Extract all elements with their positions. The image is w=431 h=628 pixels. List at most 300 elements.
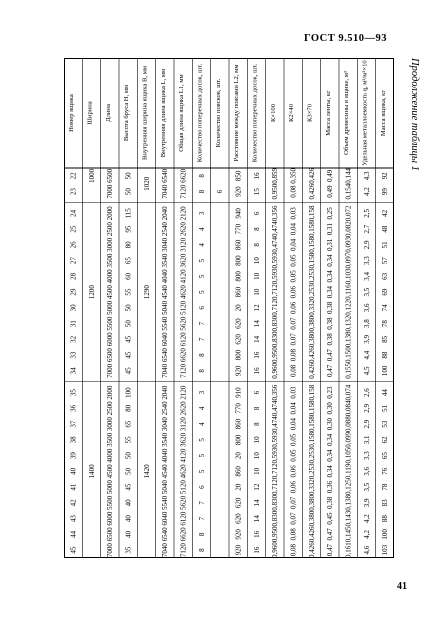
table-cell: 0,07 xyxy=(289,333,298,346)
table-cell: 0,380 xyxy=(307,510,316,527)
table-cell: 4 xyxy=(197,422,206,426)
table-cell: 2040 xyxy=(161,385,170,400)
table-cell: 12 xyxy=(252,483,261,491)
table-cell: 88 xyxy=(381,515,390,523)
table-cell: 23 xyxy=(69,188,78,196)
table-cell: 0,08 xyxy=(289,349,298,362)
table-cell: 2,6 xyxy=(362,388,371,397)
table-cell: 62 xyxy=(381,436,390,444)
table-cell: 8 xyxy=(252,406,261,411)
table-cell: 0,253 xyxy=(307,447,316,464)
table-cell: 3,4 xyxy=(362,272,371,281)
table-cell: 0,830 xyxy=(271,315,280,332)
table-cell: 0,830 xyxy=(271,510,280,527)
table-cell: 0,158 xyxy=(307,221,316,237)
table-cell: 0,23 xyxy=(326,386,335,399)
table-cell: 8 xyxy=(197,369,206,373)
table-cell: 4040 xyxy=(161,269,170,284)
table-cell: 16 xyxy=(252,546,261,554)
table-cell: 0,474 xyxy=(271,221,280,237)
table-cell: 0,144 xyxy=(344,168,353,184)
table-cell: 2,9 xyxy=(362,419,371,429)
table-cell: 0,960 xyxy=(271,542,280,558)
page-number: 41 xyxy=(397,581,407,592)
table-cell: 4 xyxy=(197,406,206,411)
table-cell: 6120 xyxy=(179,511,188,526)
table-cell: 3540 xyxy=(161,432,170,447)
table-cell: 2620 xyxy=(179,222,188,237)
table-cell: 45 xyxy=(69,546,78,554)
table-cell: 0,38 xyxy=(326,496,335,509)
table-cell: 0,143 xyxy=(344,510,353,527)
table-cell: 0,084 xyxy=(344,400,353,417)
table-cell: 3500 xyxy=(106,253,115,268)
table-cell: 0,474 xyxy=(271,237,280,253)
table-cell: 57 xyxy=(381,257,390,265)
table-cell: 920 xyxy=(234,544,243,556)
table-cell: 51 xyxy=(381,241,390,249)
table-cell: 44 xyxy=(69,530,78,538)
table-cell: 50 xyxy=(124,467,133,475)
table-cell: 65 xyxy=(381,452,390,460)
table-cell: 4500 xyxy=(106,464,115,479)
table-cell: 0,05 xyxy=(289,433,298,446)
table-cell: 50 xyxy=(124,452,133,460)
table-cell: 40 xyxy=(69,467,78,475)
table-cell: 115 xyxy=(124,208,133,219)
table-cell: 8 xyxy=(252,422,261,426)
table-cell: 800 xyxy=(234,255,243,266)
table-cell: 0,474 xyxy=(271,400,280,417)
table-cell: 0,088 xyxy=(344,416,353,432)
table-cell: 0,132 xyxy=(344,315,353,332)
table-cell: 620 xyxy=(234,497,243,509)
column-header: Количество поперечных досок, шт. xyxy=(196,63,204,163)
table-cell: 0,712 xyxy=(271,479,280,495)
table-cell: 0,950 xyxy=(271,526,280,543)
table-cell: 24 xyxy=(69,209,78,217)
table-cell: 6540 xyxy=(161,348,170,363)
table-cell: 920 xyxy=(234,529,243,540)
table-cell: 5500 xyxy=(106,316,115,331)
column-header: Удельная металлоемкость q, м³/м²×10 xyxy=(361,60,369,166)
table-cell: 80 xyxy=(124,404,133,412)
table-cell: 0,099 xyxy=(344,432,353,448)
table-cell: 940 xyxy=(234,208,243,219)
table-cell: 5 xyxy=(197,453,206,458)
table-cell: 2120 xyxy=(179,385,188,400)
table-cell: 6620 xyxy=(179,348,188,363)
table-cell: 7040 xyxy=(161,363,170,378)
table-cell: 34 xyxy=(69,367,78,375)
table-cell: 2,5 xyxy=(362,209,371,218)
table-cell: 6040 xyxy=(161,332,170,347)
table-cell: 2000 xyxy=(106,385,115,400)
column-header: Объем древесины в ящике, м³ xyxy=(343,71,351,155)
table-cell: 4,6 xyxy=(362,545,371,555)
table-cell: 0,426 xyxy=(307,183,316,200)
table-cell: 0,45 xyxy=(326,512,335,525)
table-cell: 0,08 xyxy=(289,185,298,198)
table-cell: 27 xyxy=(69,257,78,265)
table-cell: 0,03 xyxy=(289,386,298,399)
table-cell: 0,097 xyxy=(344,252,353,269)
table-cell: 2620 xyxy=(179,401,188,416)
column-header: Внутренняя ширина ящика B, мм xyxy=(141,65,149,161)
table-cell: 7120 xyxy=(179,543,188,558)
table-cell: 800 xyxy=(234,271,243,282)
table-cell: 92 xyxy=(381,172,390,180)
table-cell: 5540 xyxy=(161,495,170,510)
table-cell: 860 xyxy=(234,466,243,477)
table-cell: 7120 xyxy=(179,363,188,378)
table-cell: 0,356 xyxy=(271,205,280,222)
table-cell: 5620 xyxy=(179,316,188,331)
table-cell: 0,04 xyxy=(289,418,298,431)
table-cell: 3 xyxy=(197,211,206,216)
table-cell: 5000 xyxy=(106,480,115,495)
table-cell: 2540 xyxy=(161,222,170,237)
table-cell: 35 xyxy=(124,546,133,554)
table-cell: 0,38 xyxy=(326,333,335,346)
table-cell: 0,145 xyxy=(344,526,353,543)
table-cell: 0,105 xyxy=(344,447,353,464)
table-cell: 8 xyxy=(252,243,261,247)
column-header: К3×70 xyxy=(306,103,314,123)
table-cell: 0,119 xyxy=(344,463,353,480)
table-cell: 43 xyxy=(69,515,78,523)
merged-inner-width-cell: 1290 xyxy=(142,285,151,300)
merged-width-cell: 1400 xyxy=(87,464,96,479)
table-cell: 0,253 xyxy=(307,463,316,480)
table-cell: 800 xyxy=(234,434,243,446)
table-cell: 33 xyxy=(69,351,78,359)
table-cell: 0,03 xyxy=(289,207,298,220)
table-cell: 0,830 xyxy=(271,495,280,511)
table-cell: 50 xyxy=(124,188,133,196)
table-cell: 7 xyxy=(197,501,206,505)
table-cell: 3040 xyxy=(161,237,170,252)
table-cell: 8 xyxy=(197,532,206,537)
table-cell: 16 xyxy=(252,367,261,375)
table-cell: 40 xyxy=(124,499,133,507)
table-cell: 5040 xyxy=(161,480,170,495)
table-cell: 3,8 xyxy=(362,319,371,328)
table-cell: 0,08 xyxy=(289,364,298,377)
table-cell: 6500 xyxy=(106,527,115,542)
table-cell: 4 xyxy=(197,227,206,231)
column-header: Номер ящика xyxy=(68,94,76,132)
table-cell: 0,04 xyxy=(289,223,298,236)
table-cell: 0,161 xyxy=(344,542,353,558)
table-cell: 6 xyxy=(197,306,206,310)
table-cell: 0,712 xyxy=(271,300,280,316)
table-cell: 6 xyxy=(252,390,261,395)
table-cell: 2,9 xyxy=(362,404,371,413)
table-cell: 40 xyxy=(124,530,133,538)
table-cell: 0,34 xyxy=(326,270,335,283)
table-cell: 6 xyxy=(216,189,225,194)
table-cell: 6 xyxy=(197,485,206,489)
table-cell: 0,712 xyxy=(271,463,280,480)
table-cell: 4,4 xyxy=(362,350,371,360)
table-cell: 0,859 xyxy=(271,168,280,184)
table-cell: 860 xyxy=(234,418,243,430)
table-cell: 42 xyxy=(69,499,78,507)
table-cell: 0,30 xyxy=(326,418,335,431)
table-cell: 55 xyxy=(124,436,133,444)
table-cell: 920 xyxy=(234,365,243,377)
table-cell: 0,05 xyxy=(289,449,298,462)
table-cell: 4540 xyxy=(161,285,170,300)
table-cell: 0,07 xyxy=(289,317,298,330)
table-cell: 0,830 xyxy=(271,331,280,348)
table-cell: 620 xyxy=(234,334,243,345)
column-header: Количество поперечных досок, шт. xyxy=(251,63,259,163)
table-cell: 103 xyxy=(381,544,390,556)
table-cell: 20 xyxy=(234,452,243,460)
table-cell: 4040 xyxy=(161,448,170,463)
table-cell: 0,34 xyxy=(326,449,335,462)
table-cell: 0,31 xyxy=(326,223,335,236)
table-cell: 5500 xyxy=(106,495,115,510)
table-cell: 5 xyxy=(197,469,206,474)
table-cell: 50 xyxy=(124,304,133,312)
table-cell: 0,49 xyxy=(326,185,335,198)
table-cell: 0,158 xyxy=(307,400,316,417)
table-cell: 69 xyxy=(381,288,390,296)
table-cell: 0,158 xyxy=(307,252,316,269)
table-cell: 3 xyxy=(197,390,206,395)
table-cell: 0,332 xyxy=(307,479,316,495)
table-cell: 0,05 xyxy=(289,254,298,267)
table-cell: 3040 xyxy=(161,417,170,432)
table-cell: 0,155 xyxy=(344,363,353,379)
table-cell: 30 xyxy=(69,304,78,312)
table-cell: 25 xyxy=(69,225,78,233)
table-cell: 60 xyxy=(124,272,133,280)
continuation-label xyxy=(408,58,420,218)
table-cell: 10 xyxy=(252,257,261,265)
table-cell: 0,426 xyxy=(307,542,316,558)
table-cell: 7 xyxy=(197,337,206,342)
table-cell: 0,34 xyxy=(326,286,335,299)
table-cell: 3,5 xyxy=(362,287,371,297)
table-cell: 6000 xyxy=(106,511,115,526)
column-header: Масса ленты, кг xyxy=(324,90,332,136)
table-cell: 3000 xyxy=(106,237,115,252)
table-cell: 22 xyxy=(69,172,78,180)
table-cell: 29 xyxy=(69,288,78,296)
table-cell: 2540 xyxy=(161,401,170,416)
table-cell: 99 xyxy=(381,188,390,196)
table-cell: 35 xyxy=(69,389,78,397)
table-cell: 4000 xyxy=(106,269,115,284)
table-cell: 0,332 xyxy=(307,300,316,316)
table-cell: 2,7 xyxy=(362,224,371,234)
table-cell: 10 xyxy=(252,272,261,280)
table-cell: 20 xyxy=(234,483,243,491)
table-cell: 6540 xyxy=(161,168,170,183)
table-cell: 42 xyxy=(381,209,390,217)
table-cell: 0,426 xyxy=(307,363,316,379)
table-cell: 4 xyxy=(197,243,206,247)
table-cell: 620 xyxy=(234,318,243,329)
table-cell: 2000 xyxy=(106,206,115,221)
table-cell: 0,38 xyxy=(326,301,335,314)
table-cell: 5620 xyxy=(179,495,188,510)
table-cell: 0,158 xyxy=(307,416,316,432)
table-cell: 5120 xyxy=(179,300,188,315)
table-cell: 2040 xyxy=(161,206,170,221)
table-cell: 45 xyxy=(124,367,133,375)
table-cell: 0,04 xyxy=(289,402,298,415)
table-cell: 0,122 xyxy=(344,300,353,316)
table-cell: 4,2 xyxy=(362,514,371,523)
table-cell: 0,712 xyxy=(271,284,280,300)
table-cell: 45 xyxy=(124,351,133,359)
table-cell: 3,6 xyxy=(362,467,371,476)
table-cell: 53 xyxy=(381,420,390,428)
table-cell: 770 xyxy=(234,223,243,235)
table-cell: 3120 xyxy=(179,237,188,252)
table-cell: 32 xyxy=(69,335,78,343)
table-cell: 0,356 xyxy=(271,384,280,401)
table-cell: 0,08 xyxy=(289,528,298,541)
table-cell: 800 xyxy=(234,349,243,361)
table-cell: 0,47 xyxy=(326,544,335,557)
table-cell: 6620 xyxy=(179,527,188,542)
table-cell: 10 xyxy=(252,467,261,475)
table-cell: 6500 xyxy=(106,168,115,183)
table-cell: 0,49 xyxy=(326,169,335,182)
table-cell: 4,2 xyxy=(362,530,371,539)
table-cell: 7120 xyxy=(179,184,188,199)
table-cell: 7 xyxy=(197,321,206,326)
table-cell: 4,2 xyxy=(362,187,371,196)
table-cell: 10 xyxy=(252,452,261,460)
table-cell: 5000 xyxy=(106,300,115,315)
table-cell: 0,253 xyxy=(307,268,316,285)
table-cell: 3,9 xyxy=(362,498,371,508)
column-header: Длина xyxy=(104,104,112,122)
table-cell: 0,158 xyxy=(307,384,316,401)
table-cell: 39 xyxy=(69,452,78,460)
table-cell: 4,5 xyxy=(362,366,371,376)
table-cell: 0,380 xyxy=(307,495,316,511)
table-cell: 31 xyxy=(69,320,78,328)
table-cell: 860 xyxy=(234,239,243,251)
table-cell: 26 xyxy=(69,241,78,249)
table-cell: 5 xyxy=(197,438,206,442)
column-header: Внутренняя длина ящика L, мм xyxy=(159,68,167,158)
table-cell: 0,154 xyxy=(344,183,353,200)
table-cell: 88 xyxy=(381,351,390,359)
table-cell: 65 xyxy=(124,420,133,428)
table-cell: 100 xyxy=(381,365,390,377)
table-cell: 36 xyxy=(69,404,78,412)
table-cell: 0,25 xyxy=(326,207,335,220)
table-cell: 3620 xyxy=(179,432,188,447)
table-cell: 4540 xyxy=(161,464,170,479)
table-cell: 38 xyxy=(69,436,78,444)
table-cell: 0,47 xyxy=(326,528,335,541)
table-cell: 100 xyxy=(381,529,390,540)
table-cell: 0,07 xyxy=(289,512,298,525)
table-cell: 7040 xyxy=(161,543,170,558)
table-cell: 4000 xyxy=(106,448,115,463)
table-cell: 6540 xyxy=(161,527,170,542)
table-cell: 78 xyxy=(381,483,390,491)
table-cell: 3,3 xyxy=(362,256,371,265)
table-cell: 0,426 xyxy=(307,526,316,543)
table-cell: 0,593 xyxy=(271,252,280,269)
table-cell: 6000 xyxy=(106,332,115,347)
table-svg xyxy=(64,58,394,558)
table-cell: 0,08 xyxy=(289,544,298,557)
column-header: Расстояние между поясами L2, мм xyxy=(233,64,241,162)
column-header: Масса ящика, кг xyxy=(379,89,387,137)
table-cell: 3500 xyxy=(106,432,115,447)
table-cell: 74 xyxy=(381,304,390,312)
table-cell: 8 xyxy=(197,174,206,178)
table-cell: 40 xyxy=(124,515,133,523)
table-cell: 860 xyxy=(234,286,243,298)
table-cell: 4500 xyxy=(106,285,115,300)
table-cell: 3120 xyxy=(179,417,188,432)
table-cell: 2500 xyxy=(106,222,115,237)
table-cell: 0,06 xyxy=(289,481,298,494)
table-cell: 0,082 xyxy=(344,221,353,237)
table-cell: 0,138 xyxy=(344,495,353,511)
table-cell: 0,34 xyxy=(326,254,335,267)
table-cell: 0,116 xyxy=(344,284,353,300)
table-cell: 10 xyxy=(252,288,261,296)
continuation-text: Продолжение таблицы 1 xyxy=(409,58,420,171)
table-cell: 7 xyxy=(197,516,206,521)
table-cell: 0,06 xyxy=(289,286,298,299)
table-cell: 0,06 xyxy=(289,301,298,314)
table-cell: 78 xyxy=(381,320,390,328)
table-cell: 14 xyxy=(252,335,261,343)
table-cell: 0,093 xyxy=(344,237,353,253)
table-cell: 4120 xyxy=(179,269,188,284)
table-cell: 4620 xyxy=(179,464,188,479)
table-cell: 45 xyxy=(124,335,133,343)
table-cell: 0,04 xyxy=(289,238,298,251)
table-cell: 6040 xyxy=(161,511,170,526)
table-cell: 37 xyxy=(69,420,78,428)
table-cell: 0,072 xyxy=(344,205,353,222)
table-cell: 0,150 xyxy=(344,347,353,363)
table-cell: 0,05 xyxy=(289,270,298,283)
table-cell: 3,9 xyxy=(362,335,371,344)
table-cell: 5040 xyxy=(161,300,170,315)
table-cell: 5 xyxy=(197,258,206,263)
table-cell: 0,36 xyxy=(326,481,335,494)
column-header: К×100 xyxy=(269,103,277,123)
document-standard-code: ГОСТ 9.510—93 xyxy=(303,33,387,44)
table-cell: 44 xyxy=(381,389,390,397)
table-cell: 16 xyxy=(252,172,261,180)
table-cell: 50 xyxy=(124,320,133,328)
table-cell: 85 xyxy=(381,335,390,343)
table-cell: 6120 xyxy=(179,332,188,347)
table-cell: 28 xyxy=(69,272,78,280)
table-cell: 0,426 xyxy=(307,168,316,184)
merged-inner-width-cell: 1020 xyxy=(142,176,151,191)
table-cell: 4120 xyxy=(179,448,188,463)
